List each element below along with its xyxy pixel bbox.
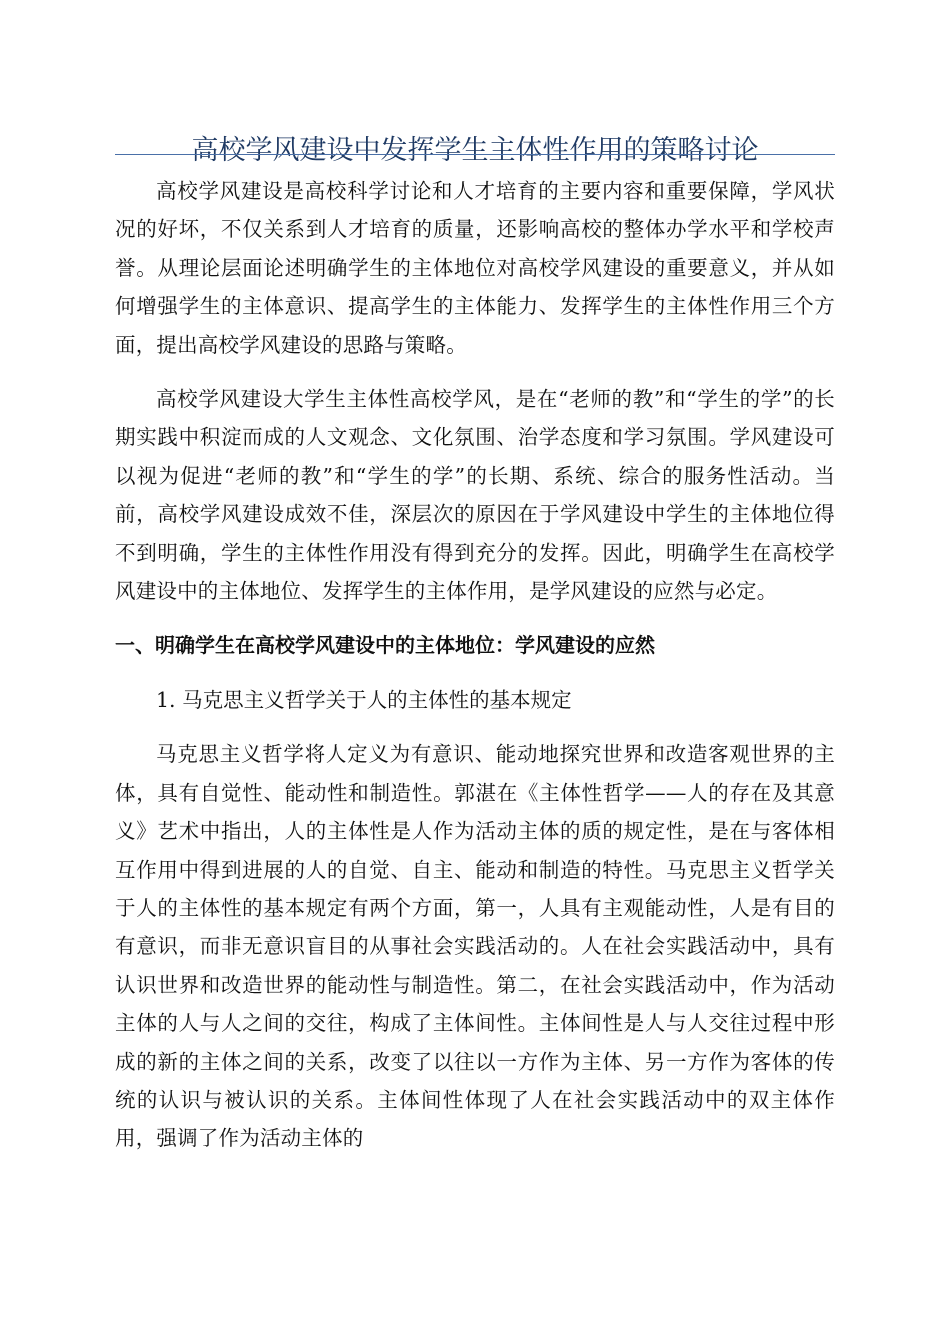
subsection-heading: 1. 马克思主义哲学关于人的主体性的基本规定 [156, 687, 572, 712]
document-body [115, 172, 835, 1174]
document-title: 高校学风建设中发挥学生主体性作用的策略讨论 [191, 135, 759, 167]
background-paragraph: 高校学风建设大学生主体性高校学风，是在“老师的教”和“学生的学”的长期实践中积淀而成的人文观念、文化氛围、治学态度和学习氛围。学风建设可以视为促进“老师的教”和“学生的学”的长期、系统、综合的服务性活动。当前，高校学风建设成效不佳，深层次的原因在于学风建设中学生的主体地位得不到明确，学生的主体性作用没有得到充分的发挥。因此，明确学生在高校学风建设中的主体地位、发挥学生的主体作用，是学风建设的应然与必定。 [115, 387, 835, 604]
section-paragraph: 马克思主义哲学将人定义为有意识、能动地探究世界和改造客观世界的主体，具有自觉性、能动性和制造性。郭湛在《主体性哲学——人的存在及其意义》艺术中指出，人的主体性是人作为活动主体的质的规定性，是在与客体相互作用中得到进展的人的自觉、自主、能动和制造的特性。马克思主义哲学关于人的主体性的基本规定有两个方面，第一，人具有主观能动性，人是有目的有意识，而非无意识盲目的从事社会实践活动的。人在社会实践活动中，具有认识世界和改造世界的能动性与制造性。第二，在社会实践活动中，作为活动主体的人与人之间的交往，构成了主体间性。主体间性是人与人交往过程中形成的新的主体之间的关系，改变了以往以一方作为主体、另一方作为客体的传统的认识与被认识的关系。主体间性体现了人在社会实践活动中的双主体作用，强调了作为活动主体的 [115, 742, 835, 1151]
section-heading: 一、明确学生在高校学风建设中的主体地位：学风建设的应然 [115, 633, 655, 658]
intro-paragraph: 高校学风建设是高校科学讨论和人才培育的主要内容和重要保障，学风状况的好坏，不仅关系到人才培育的质量，还影响高校的整体办学水平和学校声誉。从理论层面论述明确学生的主体地位对高校学风建设的重要意义，并从如何增强学生的主体意识、提高学生的主体能力、发挥学生的主体性作用三个方面，提出高校学风建设的思路与策略。 [115, 179, 835, 357]
title-underline [115, 154, 835, 155]
